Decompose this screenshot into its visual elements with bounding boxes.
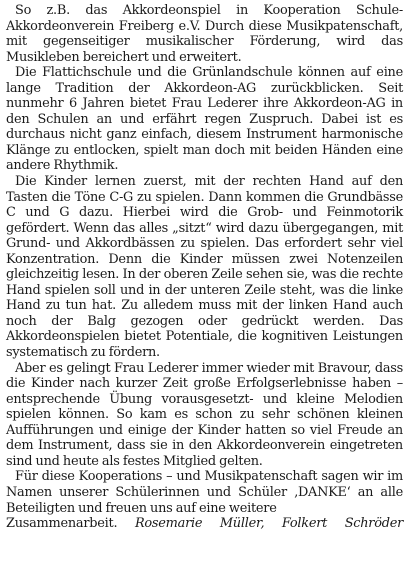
paragraph-akkordeon-kooperation: So z.B. das Akkordeonspiel in Kooperation Schule-Akkordeonverein Freiberg e.V. Durch diese Musikpatenschaft, mit gegenseitiger musikalischer Förderung, wird das Musikleben bereichert und erweitert.: [6, 3, 403, 65]
paragraph-dank: Für diese Kooperations – und Musikpatenschaft sagen wir im Namen unserer Schülerinnen und Schüler ‚DANKE‘ an alle Beteiligten und freuen uns auf eine weitere: [6, 469, 403, 516]
paragraph-erfolgserlebnisse: Aber es gelingt Frau Lederer immer wieder mit Bravour, dass die Kinder nach kurzer Zeit große Erfolgserlebnisse haben – entsprechende Übung vorausgesetzt- und kleine Melodien spielen können. So kam es schon zu sehr schönen kleinen Aufführungen und einige der Kinder hatten so viel Freude an dem Instrument, dass sie in den Akkordeonverein eingetreten sind und heute als festes Mitglied gelten.: [6, 360, 403, 469]
closing-line: [6, 516, 403, 532]
paragraph-akkordeon-ag-tradition: Die Flattichschule und die Grünlandschule können auf eine lange Tradition der Akkordeon-AG zurückblicken. Seit nunmehr 6 Jahren bietet Frau Lederer ihre Akkordeon-AG in den Schulen an und erfährt regen Zuspruch. Dabei ist es durchaus nicht ganz einfach, diesem Instrument harmonische Klänge zu entlocken, spielt man doch mit beiden Händen eine andere Rhythmik.: [6, 65, 403, 174]
paragraph-lernen: Die Kinder lernen zuerst, mit der rechten Hand auf den Tasten die Töne C-G zu spielen. Dann kommen die Grundbässe C und G dazu. Hierbei wird die Grob- und Feinmotorik gefördert. Wenn das alles „sitzt“ wird dazu übergegangen, mit Grund- und Akkordbässen zu spielen. Das erfordert sehr viel Konzentration. Denn die Kinder müssen zwei Notenzeilen gleichzeitig lesen. In der oberen Zeile sehen sie, was die rechte Hand spielen soll und in der unteren Zeile steht, was die linke Hand zu tun hat. Zu alledem muss mit der linken Hand auch noch der Balg gezogen oder gedrückt werden. Das Akkordeonspielen bietet Potentiale, die kognitiven Leistungen systematisch zu fördern.: [6, 174, 403, 361]
closing-text: Zusammenarbeit.: [6, 516, 118, 532]
author-signature: Rosemarie Müller, Folkert Schröder: [134, 516, 404, 532]
